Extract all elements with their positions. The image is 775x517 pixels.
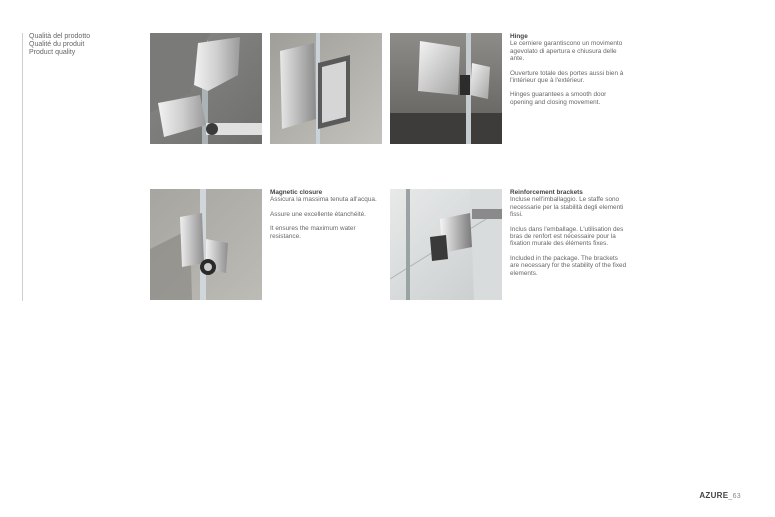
brand-name: AZURE — [699, 491, 729, 500]
page-number: 63 — [732, 493, 741, 500]
magnetic-text-en: It ensures the maximum water resistance. — [270, 225, 356, 240]
hinge-text-it: Le cerniere garantiscono un movimento agevolato di apertura e chiusura delle ante. — [510, 40, 623, 63]
brackets-text-it: Incluse nell'imballaggio. Le staffe sono necessarie per la stabilità degli elementi fissi. — [510, 196, 624, 219]
sidebar-rule — [22, 33, 23, 301]
hinge-title: Hinge — [510, 33, 528, 40]
hinge-text-fr: Ouverture totale des portes aussi bien à l'intérieur que à l'extérieur. — [510, 69, 624, 85]
page-footer — [699, 491, 741, 500]
sidebar-label-en: Product quality — [29, 49, 76, 56]
footer-separator: _ — [728, 493, 733, 500]
brackets-text-fr: Inclus dans l'emballage. L'utilisation des bras de renfort est nécessaire pour la fixation murale des éléments fixes. — [510, 225, 624, 248]
sidebar-label-fr: Qualité du produit — [29, 41, 85, 48]
sidebar-label-it: Qualità del prodotto — [29, 33, 91, 40]
sidebar-labels — [29, 33, 90, 57]
hinge-photo-2 — [270, 33, 382, 144]
bracket-photo — [390, 189, 502, 300]
brackets-description — [510, 189, 628, 284]
brackets-text-en: Included in the package. The brackets are necessary for the stability of the fixed elements. — [510, 254, 627, 277]
magnetic-text-fr: Assure une excellente étanchéité. — [270, 210, 366, 218]
magnetic-title: Magnetic closure — [270, 189, 323, 196]
hinge-photo-1 — [150, 33, 262, 144]
hinge-description — [510, 33, 628, 113]
hinge-text-en: Hinges guarantees a smooth door opening and closing movement. — [510, 91, 607, 106]
hinge-photo-3 — [390, 33, 502, 144]
magnetic-photo — [150, 189, 262, 300]
brackets-title: Reinforcement brackets — [510, 189, 583, 196]
magnetic-text-it: Assicura la massima tenuta all'acqua. — [270, 196, 377, 204]
magnetic-description — [270, 189, 380, 247]
